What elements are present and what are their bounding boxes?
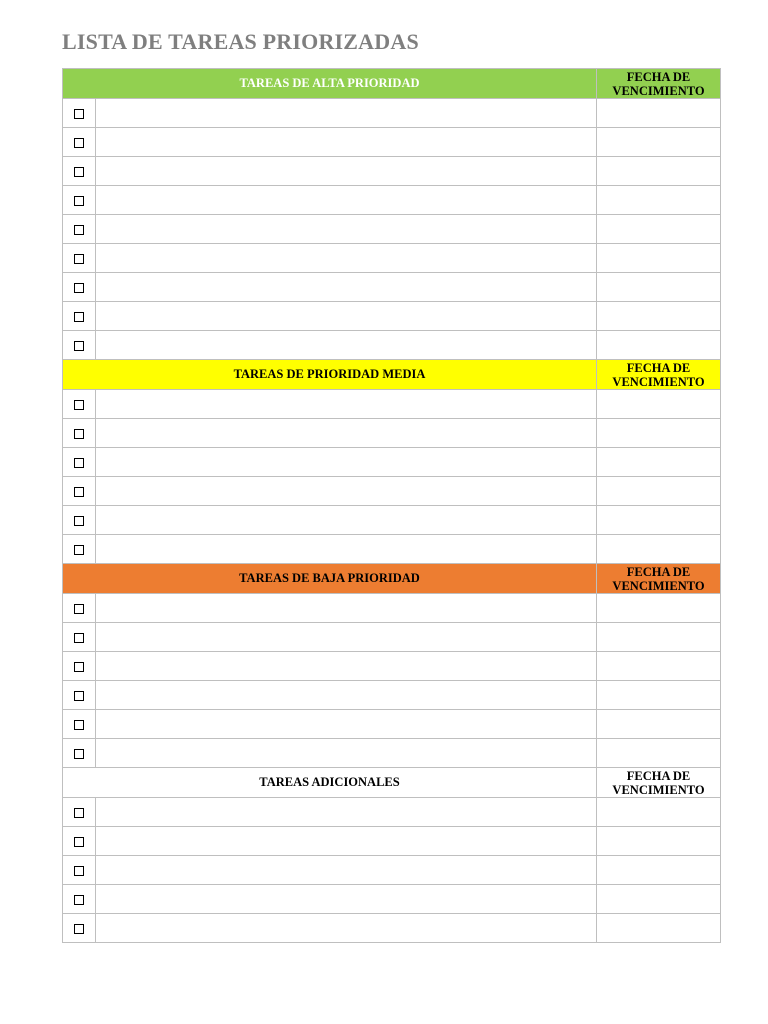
- task-checkbox-cell[interactable]: [63, 710, 96, 739]
- task-checkbox-cell[interactable]: [63, 681, 96, 710]
- task-checkbox-cell[interactable]: [63, 477, 96, 506]
- task-row: [63, 273, 721, 302]
- due-date-cell[interactable]: [597, 331, 721, 360]
- task-cell[interactable]: [96, 652, 597, 681]
- task-cell[interactable]: [96, 302, 597, 331]
- task-cell[interactable]: [96, 186, 597, 215]
- task-row: [63, 331, 721, 360]
- task-checkbox-cell[interactable]: [63, 827, 96, 856]
- checkbox-icon[interactable]: [74, 400, 84, 410]
- task-checkbox-cell[interactable]: [63, 535, 96, 564]
- due-date-cell[interactable]: [597, 710, 721, 739]
- task-row: [63, 710, 721, 739]
- task-cell[interactable]: [96, 681, 597, 710]
- task-checkbox-cell[interactable]: [63, 244, 96, 273]
- due-date-cell[interactable]: [597, 157, 721, 186]
- checkbox-icon[interactable]: [74, 604, 84, 614]
- checkbox-icon[interactable]: [74, 633, 84, 643]
- task-row: [63, 419, 721, 448]
- task-checkbox-cell[interactable]: [63, 390, 96, 419]
- task-cell[interactable]: [96, 623, 597, 652]
- section-header-high: [63, 69, 721, 99]
- task-cell[interactable]: [96, 914, 597, 943]
- due-date-cell[interactable]: [597, 535, 721, 564]
- task-row: [63, 885, 721, 914]
- task-cell[interactable]: [96, 477, 597, 506]
- task-checkbox-cell[interactable]: [63, 128, 96, 157]
- task-row: [63, 652, 721, 681]
- task-checkbox-cell[interactable]: [63, 302, 96, 331]
- task-checkbox-cell[interactable]: [63, 623, 96, 652]
- due-date-cell[interactable]: [597, 623, 721, 652]
- due-date-cell[interactable]: [597, 856, 721, 885]
- section-title: TAREAS DE PRIORIDAD MEDIA: [63, 360, 597, 390]
- task-checkbox-cell[interactable]: [63, 652, 96, 681]
- task-checkbox-cell[interactable]: [63, 914, 96, 943]
- task-row: [63, 535, 721, 564]
- checkbox-icon[interactable]: [74, 924, 84, 934]
- task-row: [63, 157, 721, 186]
- task-cell[interactable]: [96, 798, 597, 827]
- task-cell[interactable]: [96, 448, 597, 477]
- task-cell[interactable]: [96, 331, 597, 360]
- task-checkbox-cell[interactable]: [63, 215, 96, 244]
- task-checkbox-cell[interactable]: [63, 419, 96, 448]
- task-checkbox-cell[interactable]: [63, 739, 96, 768]
- due-date-header: FECHA DE VENCIMIENTO: [597, 360, 721, 390]
- task-cell[interactable]: [96, 215, 597, 244]
- section-title: TAREAS ADICIONALES: [63, 768, 597, 798]
- checkbox-icon[interactable]: [74, 545, 84, 555]
- due-date-cell[interactable]: [597, 506, 721, 535]
- due-date-header: FECHA DE VENCIMIENTO: [597, 768, 721, 798]
- task-cell[interactable]: [96, 244, 597, 273]
- task-checkbox-cell[interactable]: [63, 506, 96, 535]
- checkbox-icon[interactable]: [74, 895, 84, 905]
- task-checkbox-cell[interactable]: [63, 448, 96, 477]
- task-row: [63, 215, 721, 244]
- section-title: TAREAS DE ALTA PRIORIDAD: [63, 69, 597, 99]
- task-row: [63, 856, 721, 885]
- task-row: [63, 99, 721, 128]
- task-table: [62, 68, 721, 943]
- checkbox-icon[interactable]: [74, 487, 84, 497]
- due-date-cell[interactable]: [597, 594, 721, 623]
- due-date-cell[interactable]: [597, 914, 721, 943]
- checkbox-icon[interactable]: [74, 109, 84, 119]
- checkbox-icon[interactable]: [74, 691, 84, 701]
- task-row: [63, 827, 721, 856]
- task-cell[interactable]: [96, 506, 597, 535]
- task-checkbox-cell[interactable]: [63, 856, 96, 885]
- due-date-cell[interactable]: [597, 273, 721, 302]
- task-cell[interactable]: [96, 273, 597, 302]
- task-cell[interactable]: [96, 710, 597, 739]
- page-title: LISTA DE TAREAS PRIORIZADAS: [62, 29, 419, 54]
- checkbox-icon[interactable]: [74, 720, 84, 730]
- task-cell[interactable]: [96, 594, 597, 623]
- due-date-cell[interactable]: [597, 798, 721, 827]
- section-header-medium: [63, 360, 721, 390]
- checkbox-icon[interactable]: [74, 662, 84, 672]
- task-row: [63, 914, 721, 943]
- checkbox-icon[interactable]: [74, 138, 84, 148]
- checkbox-icon[interactable]: [74, 516, 84, 526]
- task-checkbox-cell[interactable]: [63, 273, 96, 302]
- task-cell[interactable]: [96, 390, 597, 419]
- task-cell[interactable]: [96, 128, 597, 157]
- task-row: [63, 390, 721, 419]
- due-date-cell[interactable]: [597, 419, 721, 448]
- task-cell[interactable]: [96, 99, 597, 128]
- checkbox-icon[interactable]: [74, 283, 84, 293]
- due-date-cell[interactable]: [597, 448, 721, 477]
- due-date-cell[interactable]: [597, 652, 721, 681]
- task-cell[interactable]: [96, 739, 597, 768]
- due-date-cell[interactable]: [597, 885, 721, 914]
- checkbox-icon[interactable]: [74, 458, 84, 468]
- checkbox-icon[interactable]: [74, 196, 84, 206]
- due-date-cell[interactable]: [597, 244, 721, 273]
- task-checkbox-cell[interactable]: [63, 157, 96, 186]
- checkbox-icon[interactable]: [74, 866, 84, 876]
- checkbox-icon[interactable]: [74, 254, 84, 264]
- due-date-cell[interactable]: [597, 99, 721, 128]
- task-cell[interactable]: [96, 157, 597, 186]
- due-date-cell[interactable]: [597, 215, 721, 244]
- task-cell[interactable]: [96, 856, 597, 885]
- task-cell[interactable]: [96, 419, 597, 448]
- due-date-cell[interactable]: [597, 186, 721, 215]
- task-row: [63, 594, 721, 623]
- task-cell[interactable]: [96, 827, 597, 856]
- task-checkbox-cell[interactable]: [63, 186, 96, 215]
- checkbox-icon[interactable]: [74, 167, 84, 177]
- checkbox-icon[interactable]: [74, 837, 84, 847]
- task-row: [63, 448, 721, 477]
- due-date-cell[interactable]: [597, 827, 721, 856]
- due-date-header: FECHA DE VENCIMIENTO: [597, 69, 721, 99]
- due-date-header: FECHA DE VENCIMIENTO: [597, 564, 721, 594]
- task-checkbox-cell[interactable]: [63, 331, 96, 360]
- task-row: [63, 506, 721, 535]
- task-row: [63, 623, 721, 652]
- task-row: [63, 739, 721, 768]
- task-row: [63, 477, 721, 506]
- checkbox-icon[interactable]: [74, 808, 84, 818]
- due-date-cell[interactable]: [597, 739, 721, 768]
- due-date-cell[interactable]: [597, 681, 721, 710]
- due-date-cell[interactable]: [597, 128, 721, 157]
- due-date-cell[interactable]: [597, 302, 721, 331]
- section-header-low: [63, 564, 721, 594]
- task-row: [63, 681, 721, 710]
- task-row: [63, 128, 721, 157]
- due-date-cell[interactable]: [597, 390, 721, 419]
- task-cell[interactable]: [96, 535, 597, 564]
- task-checkbox-cell[interactable]: [63, 798, 96, 827]
- task-row: [63, 244, 721, 273]
- section-title: TAREAS DE BAJA PRIORIDAD: [63, 564, 597, 594]
- task-cell[interactable]: [96, 885, 597, 914]
- task-row: [63, 302, 721, 331]
- checkbox-icon[interactable]: [74, 225, 84, 235]
- checkbox-icon[interactable]: [74, 312, 84, 322]
- task-checkbox-cell[interactable]: [63, 99, 96, 128]
- due-date-cell[interactable]: [597, 477, 721, 506]
- checkbox-icon[interactable]: [74, 749, 84, 759]
- task-row: [63, 186, 721, 215]
- checkbox-icon[interactable]: [74, 341, 84, 351]
- task-checkbox-cell[interactable]: [63, 594, 96, 623]
- task-checkbox-cell[interactable]: [63, 885, 96, 914]
- checkbox-icon[interactable]: [74, 429, 84, 439]
- task-row: [63, 798, 721, 827]
- section-header-additional: [63, 768, 721, 798]
